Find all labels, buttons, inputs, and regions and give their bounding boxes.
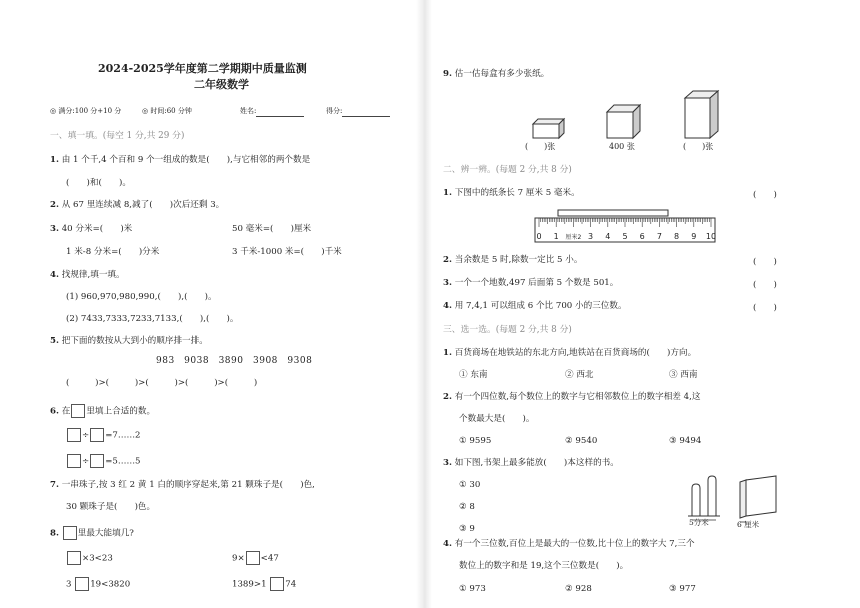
question-text: 把下面的数按从大到小的顺序排一排。 [61,336,208,346]
choice-4-option-c[interactable]: ③ 977 [669,584,696,594]
question-3c: 1 米-8 分米=( )分米 [66,247,160,257]
choice-4-line-2: 数位上的数字和是 19,这个三位数是( )。 [459,561,629,571]
equation-text: =7……2 [105,430,141,441]
question-number: 4. [50,270,59,280]
equation-text: <47 [260,553,279,564]
question-text: 当余数是 5 时,除数一定比 5 小。 [454,255,583,265]
question-text: 在 [61,406,71,417]
choice-2-option-a[interactable]: ① 9595 [459,436,492,446]
box-3-label: ( )张 [683,142,714,151]
question-text: 里最大能填几? [77,528,134,539]
score-field[interactable] [326,106,390,117]
question-text: 百货商场在地铁站的东北方向,地铁站在百货商场的( )方向。 [454,348,697,358]
question-8 [50,526,134,540]
answer-box[interactable] [71,404,85,418]
judge-4 [443,301,627,312]
ruler-label: 1 [553,232,559,241]
answer-box[interactable] [90,454,104,468]
question-2 [50,200,224,211]
name-blank[interactable] [256,107,304,117]
section-2-heading: 二、辨一辨。(每题 2 分,共 8 分) [443,165,572,175]
choice-2-option-b[interactable]: ② 9540 [565,436,598,446]
question-number: 2. [443,255,452,265]
question-1-line-2: ( )和( )。 [66,178,131,188]
question-3b: 50 毫米=( )厘米 [232,224,312,234]
question-text: 如下图,书架上最多能放( )本这样的书。 [454,458,619,468]
box-1-label: ( )张 [525,142,556,151]
ruler-label: 6 [639,232,645,241]
name-label: 姓名: [240,107,257,115]
question-1-line-1 [50,155,310,166]
question-text: 下图中的纸条长 7 厘米 5 毫米。 [454,188,580,198]
answer-box[interactable] [246,551,260,565]
question-8d [232,577,296,591]
exam-time: ◎ 时间:60 分钟 [142,107,192,115]
choice-1-option-c[interactable]: ③ 西南 [669,370,698,380]
question-number: 1. [50,155,59,165]
question-text: 由 1 个千,4 个百和 9 个一组成的数是( ),与它相邻的两个数是 [61,155,311,165]
question-number: 7. [50,480,59,490]
divide-sign: ÷ [82,430,90,441]
equation-text: 74 [285,579,297,590]
equation-text: 9× [232,553,245,564]
judge-2-answer[interactable]: ( ) [753,257,777,267]
answer-box[interactable] [75,577,89,591]
question-7-line-1 [50,480,315,491]
ruler-label: 厘米2 [565,234,582,241]
question-number: 3. [443,458,452,468]
question-5-numbers: 983 9038 3890 3908 9308 [156,356,313,366]
question-number: 3. [50,224,59,234]
ruler-label: 9 [691,232,697,241]
judge-1-answer[interactable]: ( ) [753,190,777,200]
question-number: 2. [50,200,59,210]
choice-4-line-1 [443,539,695,550]
book-drawing [740,476,776,522]
equation-text: 3 [66,579,72,590]
question-7-line-2: 30 颗珠子是( )色。 [66,502,156,512]
shelf-width-label: 5分米 [689,518,709,527]
ruler-label: 8 [674,232,680,241]
section-3-heading: 三、选一选。(每题 2 分,共 8 分) [443,325,572,335]
equation-text: ×3<23 [82,553,113,564]
question-number: 3. [443,278,452,288]
question-6 [50,404,155,418]
choice-4-option-b[interactable]: ② 928 [565,584,592,594]
choice-1 [443,348,696,359]
question-text: 40 分米=( )米 [61,224,133,234]
judge-2 [443,255,582,266]
question-3d: 3 千米-1000 米=( )千米 [232,247,342,257]
ruler-label: 5 [622,232,628,241]
ruler-label: 4 [605,232,611,241]
question-4 [50,270,125,281]
choice-2-option-c[interactable]: ③ 9494 [669,436,702,446]
question-6-line-1 [66,428,141,442]
bookshelf-drawing [688,476,720,520]
answer-box[interactable] [270,577,284,591]
question-number: 1. [443,188,452,198]
choice-3-option-a[interactable]: ① 30 [459,480,481,490]
answer-box[interactable] [63,526,77,540]
choice-3 [443,458,619,469]
question-text: 从 67 里连续减 8,减了( )次后还剩 3。 [61,200,225,210]
score-blank[interactable] [342,107,390,117]
question-text: 估一估每盒有多少张纸。 [454,69,550,79]
choice-1-option-b[interactable]: ② 西北 [565,370,594,380]
judge-1 [443,188,580,199]
choice-3-option-c[interactable]: ③ 9 [459,524,475,534]
section-1-heading: 一、填一填。(每空 1 分,共 29 分) [50,131,185,141]
choice-4-option-a[interactable]: ① 973 [459,584,486,594]
question-5 [50,336,208,347]
choice-2-line-1 [443,392,700,403]
full-marks: ◎ 满分:100 分+10 分 [50,107,122,115]
small-box [533,119,564,138]
question-text: 找规律,填一填。 [61,270,125,280]
equation-text: =5……5 [105,456,141,467]
question-3a [50,224,132,235]
ruler-figure [533,208,718,244]
answer-box[interactable] [67,454,81,468]
page-fold [416,0,432,608]
question-number: 6. [50,406,59,417]
question-text: 有一个三位数,百位上是最大的一位数,比十位上的数字大 7,三个 [454,539,695,549]
exam-subtitle: 二年级数学 [194,78,249,91]
medium-box [607,105,640,138]
answer-box[interactable] [90,428,104,442]
question-9 [443,69,549,80]
question-8a [66,551,113,565]
question-text: 有一个四位数,每个数位上的数字与它相邻数位上的数字相差 4,这 [454,392,701,402]
question-number: 1. [443,348,452,358]
ruler-label: 3 [588,232,594,241]
question-5-order: ( )>( )>( )>( )>( ) [66,378,258,388]
choice-1-option-a[interactable]: ① 东南 [459,370,488,380]
paper-strip [558,210,668,216]
ruler-label: 10 [705,232,717,241]
question-text: 里填上合适的数。 [86,406,156,417]
question-text: 一个一个地数,497 后面第 5 个数是 501。 [454,278,619,288]
question-number: 2. [443,392,452,402]
question-number: 5. [50,336,59,346]
question-8b [232,551,279,565]
judge-4-answer[interactable]: ( ) [753,303,777,313]
question-number: 9. [443,69,452,79]
choice-3-option-b[interactable]: ② 8 [459,502,475,512]
answer-box[interactable] [67,551,81,565]
box-2-label: 400 张 [609,142,635,151]
question-8c [66,577,130,591]
question-4-1: (1) 960,970,980,990,( ),( )。 [66,292,217,302]
divide-sign: ÷ [82,456,90,467]
judge-3-answer[interactable]: ( ) [753,280,777,290]
question-text: 用 7,4,1 可以组成 6 个比 700 小的三位数。 [454,301,627,311]
exam-title: 2024-2025学年度第二学期期中质量监测 [98,62,307,75]
ruler-label: 0 [536,232,542,241]
question-number: 4. [443,301,452,311]
equation-text: 1389>1 [232,579,267,590]
choice-2-line-2: 个数最大是( )。 [459,414,535,424]
large-box [685,91,718,138]
book-thickness-label: 6 厘米 [737,520,760,529]
question-number: 4. [443,539,452,549]
equation-text: 19<3820 [90,579,131,590]
question-4-2: (2) 7433,7333,7233,7133,( ),( )。 [66,314,239,324]
name-field[interactable] [240,106,304,117]
question-text: 一串珠子,按 3 红 2 黄 1 白的顺序穿起来,第 21 颗珠子是( )色, [61,480,315,490]
judge-3 [443,278,618,289]
score-label: 得分: [326,107,343,115]
ruler-label: 7 [656,232,662,241]
question-6-line-2 [66,454,141,468]
question-number: 8. [50,528,59,539]
answer-box[interactable] [67,428,81,442]
